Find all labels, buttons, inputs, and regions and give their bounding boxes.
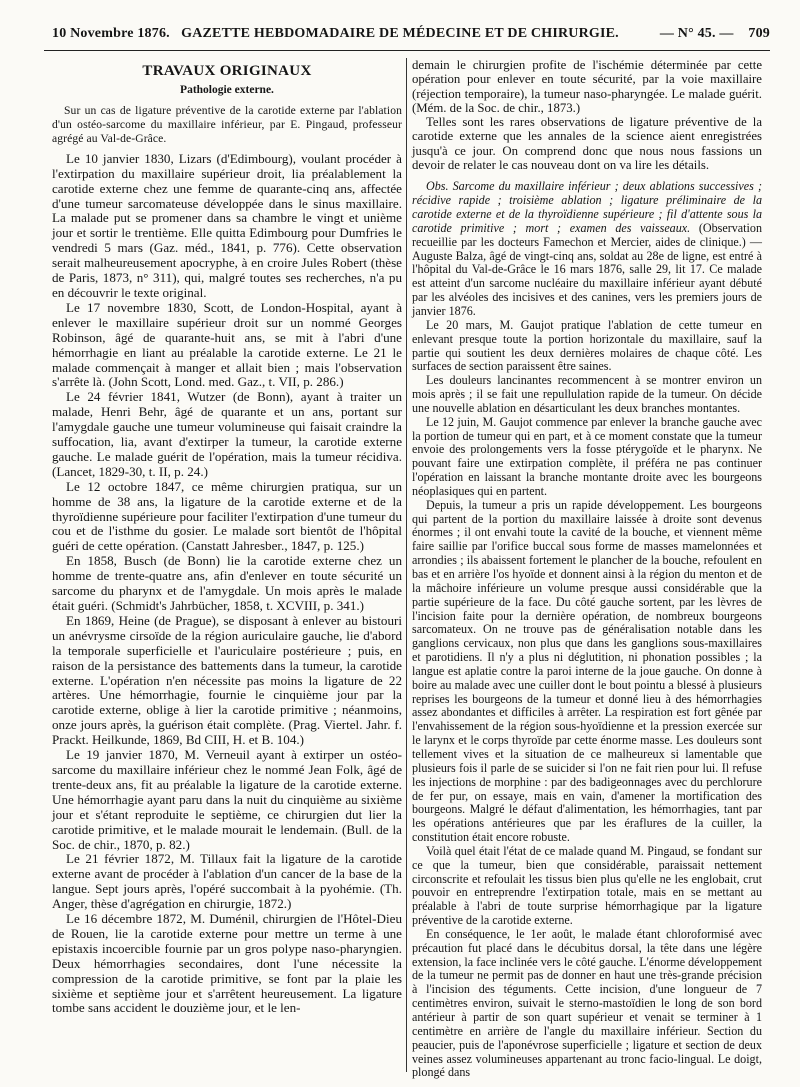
paragraph-summary: Telles sont les rares observations de ligature préventive de la carotide externe que les annales de la science aient enregistrées jusqu'à ce jour. On comprend donc que nous nous fassions un devoir de relater le cas nouveau dont on va lire les détails. bbox=[412, 115, 762, 173]
issue-and-page bbox=[660, 26, 770, 42]
left-column bbox=[52, 58, 402, 1072]
observation-intro bbox=[412, 180, 762, 318]
paragraph-scott: Le 17 novembre 1830, Scott, de London-Hospital, ayant à enlever le maxillaire supérieur droit sur un nommé Georges Robinson, âgé de quarante-huit ans, se mit à l'abri d'une hémorrhagie en liant au préalable la carotide externe. Le 21 le malade commençait à manger et allait bien ; mais l'observation s'arrête là. (John Scott, Lond. med. Gaz., t. VII, p. 286.) bbox=[52, 299, 402, 390]
issue-number: — N° 45. — bbox=[659, 26, 734, 41]
section-title: TRAVAUX ORIGINAUX bbox=[142, 63, 312, 79]
paragraph-dumenil: Le 16 décembre 1872, M. Duménil, chirurgien de l'Hôtel-Dieu de Rouen, lie la carotide externe pour mettre un terme à une epistaxis incoercible fournie par un gros polype naso-pharyngien. Deux hémorrhagies secondaires, dont l'une nécessite la compression de la carotide primitive, se font par la plaie les sixième et septième jour et s'arrêtent heureusement. La ligature tombe sans accident le douzième jour, et le len- bbox=[52, 911, 402, 1016]
paragraph-depuis: Depuis, la tumeur a pris un rapide développement. Les bourgeons qui partent de la portion du maxillaire laissée à droite sont devenus énormes ; il ont envahi toute la cavité de la bouche, et viennent même faire saillie par l'orifice buccal sous forme de masses mamelonnées et arrondies ; ils abaissent fortement le plancher de la bouche, refoulent en bas et en arrière l'os hyoïde et donnent ainsi à la région du menton et de la mâchoire inférieure un volume presque aussi considérable que la partie supérieure de la face. Du côté gauche sortent, par les lèvres de l'incision faite pour la dernière opération, de nombreux bourgeons sarcomateux. On ne trouve pas de généralisation notable dans les ganglions cervicaux, non plus que dans les ganglions sous-maxillaires et parotidiens. Il n'y a plus ni déglutition, ni phonation possibles ; la langue est aplatie contre la paroi interne de la joue gauche. On donne à boire au malade avec une cuiller dont le bout pointu a blessé à plusieurs reprises les bourgeons de la tumeur et donné lieu à des hémorrhagies assez abondantes et difficiles à arrêter. La respiration est fort gênée par l'envahissement de la région sous-hyoïdienne et la pression exercée sur le larynx et le corps thyroïde par cette énorme masse. Les douleurs sont tellement vives et la situation de ce malheureux si lamentable que plusieurs fois il parle de se suicider si l'on ne fait rien pour lui. Il refuse les injections de morphine : par des badigeonnages avec du perchlorure de fer pur, on essaye, mais en vain, d'amener la mortification des bourgeons. Malgré le défaut d'alimentation, les hémorrhagies, tant par les opérations antérieures que par les éraflures de la cuiller, la constitution était encore robuste. bbox=[412, 497, 762, 845]
journal-title: GAZETTE HEBDOMADAIRE DE MÉDECINE ET DE CHIRURGIE. bbox=[181, 26, 619, 41]
paragraph-voila: Voilà quel était l'état de ce malade quand M. Pingaud, se fondant sur ce que la tumeur, bien que considérable, paraissait nettement circonscrite et refoulait les tissus bien plus qu'elle ne les englobait, crut pouvoir en entreprendre l'extirpation totale, mais en se mettant au préalable à l'abri de toute surprise hémorrhagique par la ligature préventive de la carotide externe. bbox=[412, 843, 762, 928]
header-rule bbox=[44, 50, 770, 51]
paragraph-lizars: Le 10 janvier 1830, Lizars (d'Edimbourg), voulant procéder à l'extirpation du maxillaire supérieur droit, lia préalablement la carotide externe chez une femme de quarante-cinq ans, affectée d'une tumeur sarcomateuse développée dans le sinus maxillaire. La malade put se promener dans sa chambre le vingt et unième jour et sortir le trentième. Elle quitta Edimbourg pour Dumfries le vendredi 5 mars (Gaz. méd., 1841, p. 776). Cette observation serait malheureusement apocryphe, à en croire Jules Robert (thèse de Paris, 1873, n° 311), qui, malgré toutes ses recherches, n'a pu en découvrir le texte original. bbox=[52, 150, 402, 300]
observation-heading: Obs. Sarcome du maxillaire inférieur ; deux ablations successives ; récidive rapide ; troisième ablation ; ligature préliminaire de la carotide externe et de la thyroïdienne supérieure ; fil d'attente sous la carotide primitive ; mort ; examen des vaisseaux. bbox=[412, 179, 762, 235]
subsection-title: Pathologie externe. bbox=[180, 83, 274, 96]
observation-block bbox=[412, 180, 762, 1080]
page-number: 709 bbox=[748, 26, 770, 41]
paragraph-20-mars: Le 20 mars, M. Gaujot pratique l'ablation de cette tumeur en enlevant presque toute la portion horizontale du maxillaire, sauf la partie qui soutient les deux dernières molaires de chaque côté. Les surfaces de section paraissent être saines. bbox=[412, 317, 762, 374]
paragraph-tillaux: Le 21 février 1872, M. Tillaux fait la ligature de la carotide externe avant de procéder à l'ablation d'un cancer de la base de la langue. Sept jours après, l'opéré succombait à la pyohémie. (Th. Anger, thèse d'agrégation en chirurgie, 1872.) bbox=[52, 851, 402, 912]
article-title: Sur un cas de ligature préventive de la carotide externe par l'ablation d'un ostéo-sarcome du maxillaire inférieur, par E. Pingaud, professeur agrégé au Val-de-Grâce. bbox=[52, 103, 402, 145]
right-column bbox=[412, 58, 762, 1080]
paragraph-douleurs: Les douleurs lancinantes recommencent à se montrer environ un mois après ; il se fait une repullulation rapide de la tumeur. On décide une nouvelle ablation en désarticulant les deux branches montantes. bbox=[412, 373, 762, 415]
paragraph-consequence: En conséquence, le 1er août, le malade étant chloroformisé avec précaution fut placé dans le décubitus dorsal, la tête dans une légère extension, la face inclinée vers le côté gauche. L'énorme développement de la tumeur ne permit pas de donner en haut une très-grande précision à l'incision des téguments. Cette incision, d'une longueur de 7 centimètres environ, suivait le sterno-mastoïdien le long de son bord antérieur à partir de son quart supérieur et venait se terminer à 1 centimètre en arrière de l'angle du maxillaire inférieur. Section du peaucier, puis de l'aponévrose superficielle ; ligature et section de deux veines assez volumineuses appartenant au tronc facio-lingual. Le doigt, plongé dans bbox=[412, 926, 762, 1080]
column-divider bbox=[406, 58, 407, 1072]
paragraph-heine: En 1869, Heine (de Prague), se disposant à enlever au bistouri un anévrysme cirsoïde de la région auriculaire gauche, lie d'abord la temporale superficielle et l'auriculaire postérieure ; puis, en raison de la persistance des battements dans la tumeur, la carotide externe. L'opération n'en nécessite pas moins la ligature de 22 artères. Une hémorrhagie, fournie le cinquième jour par la carotide externe, oblige à lier la carotide primitive ; néanmoins, onze jours après, la guérison était complète. (Prag. Viertel. Jahr. f. Prackt. Heilkunde, 1869, Bd CIII, H. et B. 104.) bbox=[52, 612, 402, 748]
observation-text: (Observation recueillie par les docteurs Famechon et Mercier, aides de clinique.) — Auguste Balza, âgé de vingt-cinq ans, soldat au 28e de ligne, est entré à l'hôpital du Val-de-Grâce le 16 mars 1876, salle 29, lit 17. Ce malade est atteint d'un sarcome nucléaire du maxillaire inférieur ayant débuté par les alvéoles des incisives et des canines, vers les premiers jours de janvier 1876. bbox=[412, 220, 762, 318]
paragraph-busch: En 1858, Busch (de Bonn) lie la carotide externe chez un homme de trente-quatre ans, afin d'enlever en toute sécurité un sarcome du pharynx et de l'amygdale. Un mois après le malade était guéri. (Schmidt's Jahrbücher, 1858, t. XCVIII, p. 341.) bbox=[52, 553, 402, 613]
paragraph-wutzer-1841: Le 24 février 1841, Wutzer (de Bonn), ayant à traiter un malade, Henri Behr, âgé de quarante et un ans, portant sur l'amygdale gauche une tumeur volumineuse qui faisait craindre la suffocation, lia, avant d'extirper la tumeur, la carotide externe gauche. Le malade guérit de l'opération, mais la tumeur récidiva. (Lancet, 1829-30, t. II, p. 24.) bbox=[52, 389, 402, 479]
paragraph-wutzer-1847: Le 12 octobre 1847, ce même chirurgien pratiqua, sur un homme de 38 ans, la ligature de la carotide externe et de la thyroïdienne supérieure pour faciliter l'extirpation d'une tumeur du cou et de l'isthme du gosier. Le malade sort bientôt de l'hôpital guéri de cette opération. (Canstatt Jahresber., 1847, p. 125.) bbox=[52, 478, 402, 554]
paragraph-verneuil: Le 19 janvier 1870, M. Verneuil ayant à extirper un ostéo-sarcome du maxillaire inférieur chez le nommé Jean Folk, âgé de trente-deux ans, fit au préalable la ligature de la carotide externe. Une hémorrhagie ayant paru dans la nuit du cinquième au sixième jour et s'étant reproduite le septième, ce chirurgien dut lier la carotide primitive, et le malade mourait le lendemain. (Bull. de la Soc. de chir., 1870, p. 82.) bbox=[52, 747, 402, 852]
running-header bbox=[30, 26, 770, 52]
paragraph-12-juin: Le 12 juin, M. Gaujot commence par enlever la branche gauche avec la portion de tumeur qui en part, et à ce moment constate que la tumeur envoie des prolongements vers la fosse ptérygoïde et le pharynx. Ne pouvant faire une extirpation complète, il préféra ne pas continuer l'opération en laissant la branche montante droite avec les bourgeons néoplasiques qui en partent. bbox=[412, 414, 762, 498]
issue-date: 10 Novembre 1876. bbox=[52, 26, 170, 41]
paragraph-continuation: demain le chirurgien profite de l'ischémie déterminée par cette opération pour enlever en toute sécurité, par la voie maxillaire (réjection temporaire), la tumeur naso-pharyngée. Le malade guérit. (Mém. de la Soc. de chir., 1873.) bbox=[412, 58, 762, 115]
